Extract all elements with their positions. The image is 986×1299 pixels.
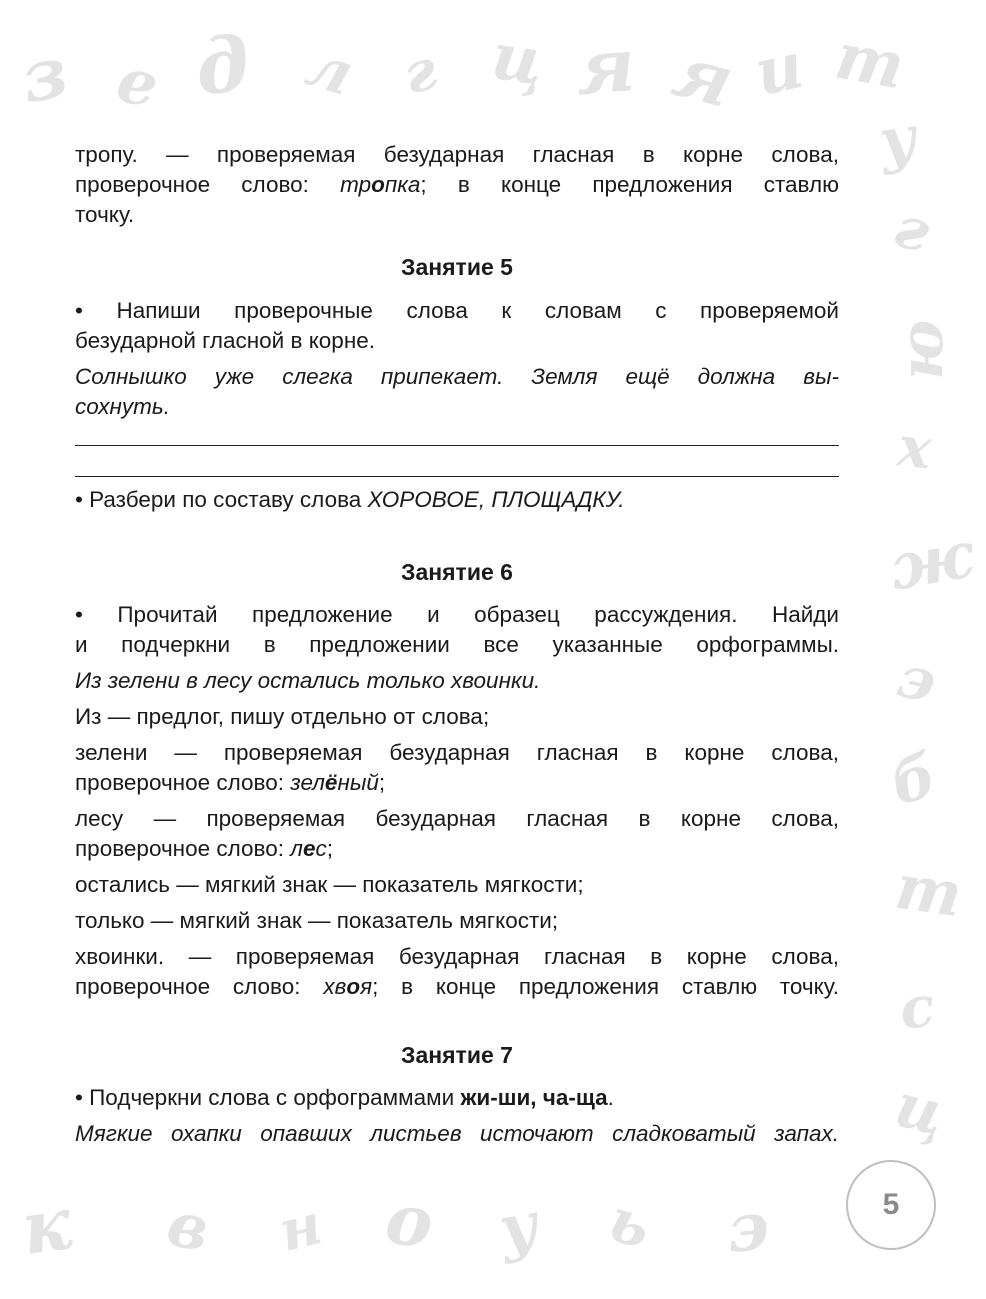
lesson-6-title: Занятие 6 [401,559,513,585]
check-word: лес [290,836,327,861]
decor-letter: т [891,849,967,932]
lesson-6-task: и подчеркни в предложении все указанные орфограммы. [75,632,839,657]
lesson-7-title: Занятие 7 [401,1042,513,1068]
decor-letter: ц [487,18,549,101]
page-number: 5 [846,1160,936,1250]
decor-letter: х [894,413,935,483]
decor-letter: д [191,18,254,113]
check-word: хвоя [323,974,373,999]
lesson-6-task: • Прочитай предложение и образец рассуждения. Найди [75,602,839,627]
answer-line [75,445,839,446]
decor-letter: н [272,1191,329,1265]
intro-line: проверочное слово: тропка; в конце предложения ставлю [75,172,839,197]
decor-letter: л [298,29,362,111]
lesson-5-task: • Напиши проверочные слова к словам с проверяемой [75,298,839,323]
decor-letter: э [891,641,943,717]
page-content [75,140,839,1149]
decor-letter: э [722,1185,773,1269]
lesson-7-task: • Подчеркни слова с орфограммами жи-ши, ча-ща. [75,1085,614,1110]
decor-letter: о [381,1176,437,1265]
lesson-5-example: Солнышко уже слегка припекает. Земля ещё должна вы- [75,364,839,389]
reasoning-line: Из — предлог, пишу отдельно от слова; [75,704,490,729]
lesson-5-example: сохнуть. [75,394,170,419]
decor-letter: с [896,973,938,1043]
decor-letter: у [875,102,921,178]
decor-letter: в [160,1186,216,1267]
check-word: тропка [340,172,421,197]
decor-letter: б [883,740,945,820]
decor-letter: ц [888,1070,952,1150]
intro-line: тропу. — проверяемая безударная гласная в корне слова, [75,142,839,167]
reasoning-line: проверочное слово: лес; [75,836,333,861]
decor-letter: ь [601,1184,659,1264]
check-word: зелёный [290,770,379,795]
lesson-5-task: безударной гласной в корне. [75,328,376,353]
answer-line [75,476,839,477]
decor-letter: г [396,36,444,108]
lesson-7-sentence: Мягкие охапки опавших листьев источают сладковатый запах. [75,1121,839,1146]
decor-letter: у [493,1187,544,1266]
decor-letter: я [573,22,638,112]
reasoning-line: остались — мягкий знак — показатель мягкости; [75,872,584,897]
decor-letter: и [748,27,810,112]
reasoning-line: лесу — проверяемая безударная гласная в корне слова, [75,806,839,831]
decor-letter: к [16,1180,77,1271]
decor-letter: т [830,18,910,105]
reasoning-line: только — мягкий знак — показатель мягкости; [75,908,559,933]
reasoning-line: проверочное слово: хвоя; в конце предложения ставлю точку. [75,974,839,999]
decor-letter: я [665,27,743,124]
reasoning-line: хвоинки. — проверяемая безударная гласная в корне слова, [75,944,839,969]
reasoning-line: проверочное слово: зелёный; [75,770,386,795]
decor-letter: г [885,191,940,267]
lesson-6-sentence: Из зелени в лесу остались только хвоинки. [75,668,541,693]
decor-letter: е [110,42,165,123]
intro-line: точку. [75,202,135,227]
lesson-5-title: Занятие 5 [401,254,513,280]
decor-letter: з [15,29,74,120]
lesson-5-task-2: • Разбери по составу слова ХОРОВОЕ, ПЛОЩАДКУ. [75,487,625,512]
decor-letter: ю [887,319,958,381]
reasoning-line: зелени — проверяемая безударная гласная в корне слова, [75,740,839,765]
decor-letter: ж [884,517,980,606]
